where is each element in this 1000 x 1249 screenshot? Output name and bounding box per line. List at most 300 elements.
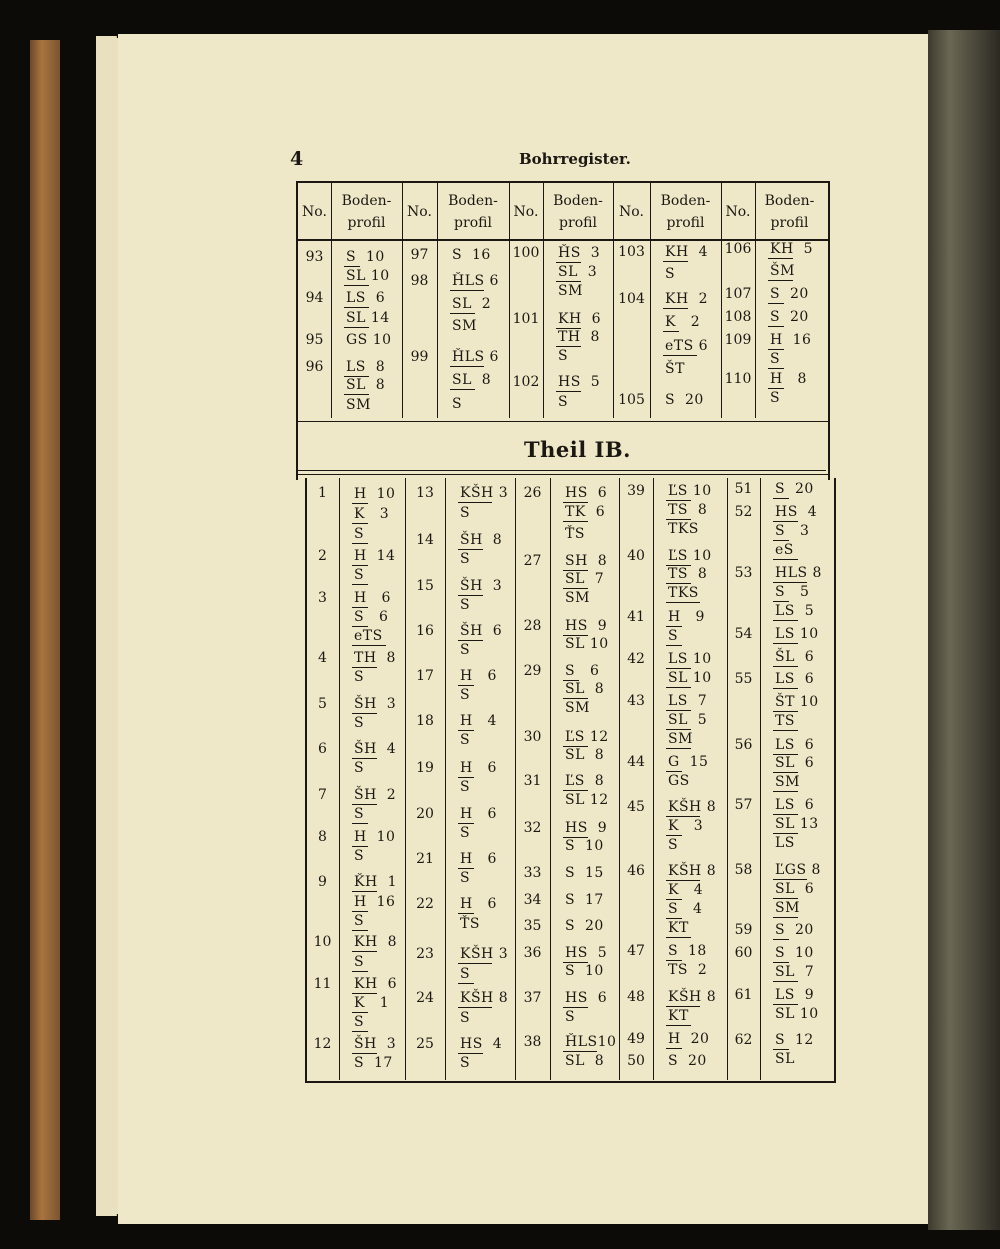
soil-profile-entry: LS 6 xyxy=(346,290,386,306)
boring-number: 107 xyxy=(724,286,752,302)
fraction-bar xyxy=(666,835,682,836)
fraction-bar xyxy=(352,584,368,585)
soil-profile-entry: S xyxy=(460,870,471,886)
fraction-bar xyxy=(352,667,377,668)
boring-number: 43 xyxy=(627,693,645,709)
soil-profile-entry: LS 8 xyxy=(346,359,386,375)
soil-profile-entry: SL 13 xyxy=(775,816,819,832)
fraction-bar xyxy=(768,326,784,327)
section-title: Theil IB. xyxy=(524,437,631,462)
boring-number: 94 xyxy=(305,290,324,306)
boring-number: 49 xyxy=(627,1031,645,1047)
soil-profile-entry: SM xyxy=(668,731,693,747)
soil-profile-entry: LS 9 xyxy=(775,987,815,1003)
boring-number: 101 xyxy=(512,311,540,327)
soil-profile-entry: H 20 xyxy=(668,1031,710,1047)
soil-profile-entry: S xyxy=(354,715,365,731)
soil-profile-entry: SL 5 xyxy=(668,712,708,728)
soil-profile-entry: KŠH 3 xyxy=(460,946,509,962)
fraction-bar xyxy=(768,258,793,259)
column-divider xyxy=(760,478,761,1080)
fraction-bar xyxy=(450,389,475,390)
soil-profile-entry: HS 6 xyxy=(565,485,608,501)
soil-profile-entry: SM xyxy=(775,900,800,916)
fraction-bar xyxy=(773,559,798,560)
soil-profile-entry: KT xyxy=(668,1008,689,1024)
boring-number: 50 xyxy=(627,1053,645,1069)
fraction-bar xyxy=(773,939,789,940)
boring-number: 29 xyxy=(523,663,542,679)
fraction-bar xyxy=(352,503,368,504)
soil-profile-entry: TK 6 xyxy=(565,504,606,520)
boring-number: 18 xyxy=(416,713,434,729)
soil-profile-entry: S xyxy=(460,597,471,613)
fraction-bar xyxy=(773,666,798,667)
boring-number: 25 xyxy=(416,1036,434,1052)
soil-profile-entry: SL 7 xyxy=(565,571,605,587)
boring-number: 35 xyxy=(523,918,542,934)
soil-profile-entry: SL 10 xyxy=(775,1006,819,1022)
soil-profile-entry: SM xyxy=(558,283,583,299)
boring-number: 59 xyxy=(734,922,753,938)
fraction-bar xyxy=(344,266,360,267)
soil-profile-entry: ŠH 6 xyxy=(460,623,503,639)
boring-number: 36 xyxy=(523,945,542,961)
fraction-bar xyxy=(352,565,368,566)
boring-number: 96 xyxy=(305,359,324,375)
soil-profile-entry: HS 4 xyxy=(460,1036,503,1052)
soil-profile-entry: HS 6 xyxy=(565,990,608,1006)
fraction-bar xyxy=(352,543,368,544)
boring-number: 39 xyxy=(627,483,645,499)
boring-number: 11 xyxy=(313,976,332,992)
boring-number: 22 xyxy=(416,896,434,912)
right-page-shadow xyxy=(928,30,1000,1230)
soil-profile-entry: S 15 xyxy=(565,865,604,881)
soil-profile-entry: S 20 xyxy=(775,922,814,938)
fraction-bar xyxy=(666,937,691,938)
soil-profile-entry: S 10 xyxy=(775,945,814,961)
soil-profile-entry: S xyxy=(565,1009,576,1025)
soil-profile-entry: H 16 xyxy=(354,894,396,910)
header-no: No. xyxy=(407,204,432,220)
soil-profile-entry: ŠT 10 xyxy=(775,694,819,710)
boring-number: 19 xyxy=(416,760,434,776)
boring-number: 93 xyxy=(305,249,324,265)
fraction-bar xyxy=(352,951,377,952)
fraction-bar xyxy=(344,327,369,328)
fraction-bar xyxy=(458,913,474,914)
soil-profile-entry: KŠH 8 xyxy=(668,863,717,879)
column-divider xyxy=(339,478,340,1080)
soil-profile-entry: SM xyxy=(565,590,590,606)
fraction-bar xyxy=(352,1053,377,1054)
boring-number: 37 xyxy=(523,990,542,1006)
boring-number: 46 xyxy=(627,863,645,879)
header-bodenprofil xyxy=(437,192,509,232)
boring-number: 55 xyxy=(734,671,753,687)
boring-number: 33 xyxy=(523,865,542,881)
soil-profile-entry: KH 6 xyxy=(354,976,397,992)
soil-profile-entry: ŠT xyxy=(665,361,685,377)
soil-profile-entry: S 4 xyxy=(668,901,703,917)
column-divider xyxy=(653,478,654,1080)
header-boden: Boden- xyxy=(764,193,815,209)
boring-number: 58 xyxy=(734,862,753,878)
header-profil: profil xyxy=(559,215,597,231)
soil-profile-entry: ŠH 8 xyxy=(460,532,503,548)
boring-number: 17 xyxy=(416,668,434,684)
fraction-bar xyxy=(458,549,483,550)
fraction-bar xyxy=(450,290,484,291)
soil-profile-entry: KŠH 8 xyxy=(668,799,717,815)
header-boden: Boden- xyxy=(341,193,392,209)
soil-profile-entry: KH 4 xyxy=(665,244,708,260)
soil-profile-entry: HS 5 xyxy=(558,374,601,390)
fraction-bar xyxy=(666,500,691,501)
soil-profile-entry: S xyxy=(558,348,569,364)
boring-number: 52 xyxy=(734,504,753,520)
fraction-bar xyxy=(773,643,798,644)
soil-profile-entry: eTS 6 xyxy=(665,338,709,354)
table-right-border-lower xyxy=(834,478,836,1082)
soil-profile-entry: S 17 xyxy=(354,1055,393,1071)
fraction-bar xyxy=(458,685,474,686)
soil-profile-entry: H 6 xyxy=(460,806,497,822)
fraction-bar xyxy=(352,823,368,824)
soil-profile-entry: ȞS 3 xyxy=(558,245,601,261)
boring-number: 15 xyxy=(416,578,434,594)
fraction-bar xyxy=(773,498,789,499)
boring-number: 31 xyxy=(523,773,542,789)
boring-number: 23 xyxy=(416,946,434,962)
soil-profile-entry: S xyxy=(354,954,365,970)
fraction-bar xyxy=(450,366,484,367)
header-no: No. xyxy=(302,204,327,220)
soil-profile-entry: H 10 xyxy=(354,829,396,845)
soil-profile-entry: S 12 xyxy=(775,1032,814,1048)
fraction-bar xyxy=(666,583,691,584)
fraction-bar xyxy=(352,911,368,912)
soil-profile-entry: TS 8 xyxy=(668,502,708,518)
fraction-bar xyxy=(666,880,700,881)
fraction-bar xyxy=(666,899,682,900)
boring-number: 45 xyxy=(627,799,645,815)
fraction-bar xyxy=(352,1031,368,1032)
fraction-bar xyxy=(773,981,798,982)
fraction-bar xyxy=(352,626,368,627)
fraction-bar xyxy=(773,833,798,834)
soil-profile-entry: H 6 xyxy=(460,851,497,867)
soil-profile-entry: S xyxy=(354,567,365,583)
fraction-bar xyxy=(458,868,474,869)
fraction-bar xyxy=(773,814,798,815)
fraction-bar xyxy=(773,521,798,522)
boring-number: 41 xyxy=(627,609,645,625)
soil-profile-entry: S xyxy=(354,669,365,685)
soil-profile-entry: K 3 xyxy=(354,506,390,522)
soil-profile-entry: S xyxy=(460,825,471,841)
boring-number: 56 xyxy=(734,737,753,753)
boring-number: 34 xyxy=(523,892,542,908)
soil-profile-entry: SL xyxy=(775,1051,795,1067)
soil-profile-entry: S xyxy=(460,551,471,567)
fraction-bar xyxy=(666,519,691,520)
fraction-bar xyxy=(458,823,474,824)
soil-profile-entry: S 3 xyxy=(775,523,810,539)
soil-profile-entry: S 20 xyxy=(770,309,809,325)
soil-profile-entry: SL 14 xyxy=(346,310,390,326)
soil-profile-entry: KH 5 xyxy=(770,241,813,257)
soil-profile-entry: SL 8 xyxy=(346,377,386,393)
soil-profile-entry: eS xyxy=(775,542,794,558)
soil-profile-entry: H 10 xyxy=(354,486,396,502)
fraction-bar xyxy=(352,758,377,759)
soil-profile-entry: G 15 xyxy=(668,754,709,770)
soil-profile-entry: ŠH 4 xyxy=(354,741,397,757)
boring-number: 7 xyxy=(318,787,327,803)
fraction-bar xyxy=(768,280,793,281)
column-divider xyxy=(445,478,446,1080)
soil-profile-entry: ĽS 12 xyxy=(565,729,609,745)
soil-profile-entry: K 1 xyxy=(354,995,390,1011)
boring-number: 2 xyxy=(318,548,327,564)
fraction-bar xyxy=(352,607,368,608)
header-bodenprofil xyxy=(650,192,721,232)
fraction-bar xyxy=(666,771,682,772)
boring-number: 44 xyxy=(627,754,645,770)
boring-number: 28 xyxy=(523,618,542,634)
soil-profile-entry: LS 6 xyxy=(775,797,815,813)
soil-profile-entry: S xyxy=(460,505,471,521)
soil-profile-entry: LS xyxy=(775,835,795,851)
soil-profile-entry: S xyxy=(770,351,781,367)
soil-profile-entry: K 4 xyxy=(668,882,704,898)
fraction-bar xyxy=(768,368,784,369)
fraction-bar xyxy=(773,601,789,602)
soil-profile-entry: S 10 xyxy=(346,249,385,265)
fraction-bar xyxy=(666,687,691,688)
boring-number: 6 xyxy=(318,741,327,757)
soil-profile-entry: HS 5 xyxy=(565,945,608,961)
soil-profile-entry: KŠH 3 xyxy=(460,485,509,501)
soil-profile-entry: ŠH 3 xyxy=(460,578,503,594)
soil-profile-entry: H 8 xyxy=(770,371,807,387)
header-profil: profil xyxy=(454,215,492,231)
fraction-bar xyxy=(773,917,798,918)
fraction-bar xyxy=(768,349,784,350)
soil-profile-entry: SL 10 xyxy=(346,268,390,284)
soil-profile-entry: SL 7 xyxy=(775,964,815,980)
soil-profile-entry: S 20 xyxy=(565,918,604,934)
boring-number: 27 xyxy=(523,553,542,569)
boring-number: 61 xyxy=(734,987,753,1003)
boring-number: 57 xyxy=(734,797,753,813)
fraction-bar xyxy=(344,394,369,395)
soil-profile-entry: ĽS 10 xyxy=(668,483,712,499)
fraction-bar xyxy=(768,388,784,389)
header-profil: profil xyxy=(347,215,386,231)
fraction-bar xyxy=(773,688,798,689)
boring-number: 47 xyxy=(627,943,645,959)
boring-number: 51 xyxy=(734,481,753,497)
boring-number: 62 xyxy=(734,1032,753,1048)
soil-profile-entry: SL 8 xyxy=(452,372,492,388)
fraction-bar xyxy=(563,698,588,699)
header-boden: Boden- xyxy=(553,193,603,209)
fraction-bar xyxy=(450,313,475,314)
boring-number: 9 xyxy=(318,874,327,890)
soil-profile-entry: S xyxy=(354,806,365,822)
fraction-bar xyxy=(666,816,700,817)
soil-profile-entry: KH 8 xyxy=(354,934,397,950)
soil-profile-entry: S 5 xyxy=(775,584,810,600)
running-title: Bohrregister. xyxy=(519,150,631,168)
fraction-bar xyxy=(344,307,369,308)
soil-profile-entry: SM xyxy=(775,774,800,790)
soil-profile-entry: K 2 xyxy=(665,314,701,330)
soil-profile-entry: TH 8 xyxy=(354,650,396,666)
fraction-bar xyxy=(773,730,798,731)
fraction-bar xyxy=(666,668,691,669)
boring-number: 48 xyxy=(627,989,645,1005)
soil-profile-entry: LS 6 xyxy=(775,737,815,753)
soil-profile-entry: S 20 xyxy=(775,481,814,497)
soil-profile-entry: SL 8 xyxy=(565,747,605,763)
boring-number: 106 xyxy=(724,241,752,257)
boring-number: 60 xyxy=(734,945,753,961)
boring-number: 20 xyxy=(416,806,434,822)
fraction-bar xyxy=(556,262,581,263)
soil-profile-entry: S xyxy=(354,526,365,542)
fraction-bar xyxy=(556,391,581,392)
soil-profile-entry: SL 8 xyxy=(565,681,605,697)
soil-profile-entry: ŠL 6 xyxy=(775,649,815,665)
book-spine xyxy=(30,40,60,1220)
fraction-bar xyxy=(458,963,492,964)
boring-number: 103 xyxy=(618,244,645,260)
boring-number: 30 xyxy=(523,729,542,745)
fraction-bar xyxy=(352,930,368,931)
column-divider xyxy=(550,478,551,1080)
header-profil: profil xyxy=(666,215,705,231)
fraction-bar xyxy=(773,711,798,712)
soil-profile-entry: ĽGS 8 xyxy=(775,862,821,878)
fraction-bar xyxy=(666,1048,682,1049)
fraction-bar xyxy=(666,1025,691,1026)
soil-profile-entry: S xyxy=(770,390,781,406)
fraction-bar xyxy=(666,645,682,646)
soil-profile-entry: S xyxy=(354,848,365,864)
soil-profile-entry: SL 10 xyxy=(668,670,712,686)
soil-profile-entry: ŤS xyxy=(565,526,585,542)
fraction-bar xyxy=(773,620,798,621)
boring-number: 4 xyxy=(318,650,327,666)
soil-profile-entry: ŠM xyxy=(770,263,795,279)
soil-profile-entry: SL 3 xyxy=(558,264,598,280)
fraction-bar xyxy=(458,640,483,641)
soil-profile-entry: GS xyxy=(668,773,690,789)
soil-profile-entry: SM xyxy=(565,700,590,716)
fraction-bar xyxy=(344,285,369,286)
soil-profile-entry: S xyxy=(558,394,569,410)
fraction-bar xyxy=(458,983,474,984)
table-bottom-border xyxy=(305,1081,836,1083)
fraction-bar xyxy=(773,540,789,541)
boring-number: 100 xyxy=(512,245,540,261)
fraction-bar xyxy=(773,1049,789,1050)
fraction-bar xyxy=(352,891,377,892)
soil-profile-entry: TS 8 xyxy=(668,566,708,582)
fraction-bar xyxy=(773,879,807,880)
soil-profile-entry: S xyxy=(668,628,679,644)
soil-profile-entry: KŠH 8 xyxy=(460,990,509,1006)
fraction-bar xyxy=(773,582,807,583)
header-bodenprofil xyxy=(543,192,613,232)
soil-profile-entry: S xyxy=(460,687,471,703)
soil-profile-entry: TS xyxy=(775,713,795,729)
fraction-bar xyxy=(352,971,368,972)
fraction-bar xyxy=(352,523,368,524)
boring-number: 42 xyxy=(627,651,645,667)
boring-number: 110 xyxy=(724,371,752,387)
theil-lower-rule xyxy=(298,470,826,471)
soil-profile-entry: SL 12 xyxy=(565,792,609,808)
soil-profile-entry: SL 6 xyxy=(775,755,815,771)
boring-number: 38 xyxy=(523,1034,542,1050)
fraction-bar xyxy=(563,502,588,503)
soil-profile-entry: eTS xyxy=(354,628,383,644)
boring-number: 102 xyxy=(512,374,540,390)
soil-profile-entry: H 4 xyxy=(460,713,497,729)
soil-profile-entry: S 18 xyxy=(668,943,707,959)
boring-number: 24 xyxy=(416,990,434,1006)
soil-profile-entry: ȞLS 6 xyxy=(452,273,499,289)
boring-number: 3 xyxy=(318,590,327,606)
header-boden: Boden- xyxy=(660,193,711,209)
fraction-bar xyxy=(663,261,688,262)
header-boden: Boden- xyxy=(448,193,498,209)
soil-profile-entry: LS 7 xyxy=(668,693,708,709)
soil-profile-entry: S xyxy=(452,396,463,412)
fraction-bar xyxy=(352,993,377,994)
boring-number: 95 xyxy=(305,332,324,348)
soil-profile-entry: S xyxy=(354,760,365,776)
boring-number: 1 xyxy=(318,485,327,501)
fraction-bar xyxy=(352,645,386,646)
fraction-bar xyxy=(563,790,588,791)
fraction-bar xyxy=(773,772,798,773)
soil-profile-entry: S 6 xyxy=(354,609,389,625)
fraction-bar xyxy=(352,846,368,847)
soil-profile-entry: ĽS 8 xyxy=(565,773,605,789)
soil-profile-entry: ȞLS10 xyxy=(565,1034,617,1050)
boring-number: 21 xyxy=(416,851,434,867)
header-bodenprofil xyxy=(755,192,824,232)
fraction-bar xyxy=(458,730,474,731)
soil-profile-entry: S 20 xyxy=(665,392,704,408)
soil-profile-entry: S xyxy=(668,837,679,853)
fraction-bar xyxy=(563,1051,597,1052)
header-no: No. xyxy=(619,204,644,220)
soil-profile-entry: SH 8 xyxy=(565,553,608,569)
soil-profile-entry: S xyxy=(460,642,471,658)
soil-profile-entry: H 9 xyxy=(668,609,705,625)
fraction-bar xyxy=(666,626,682,627)
boring-number: 98 xyxy=(410,273,429,289)
soil-profile-entry: SM xyxy=(452,318,477,334)
soil-profile-entry: LS 10 xyxy=(775,626,819,642)
